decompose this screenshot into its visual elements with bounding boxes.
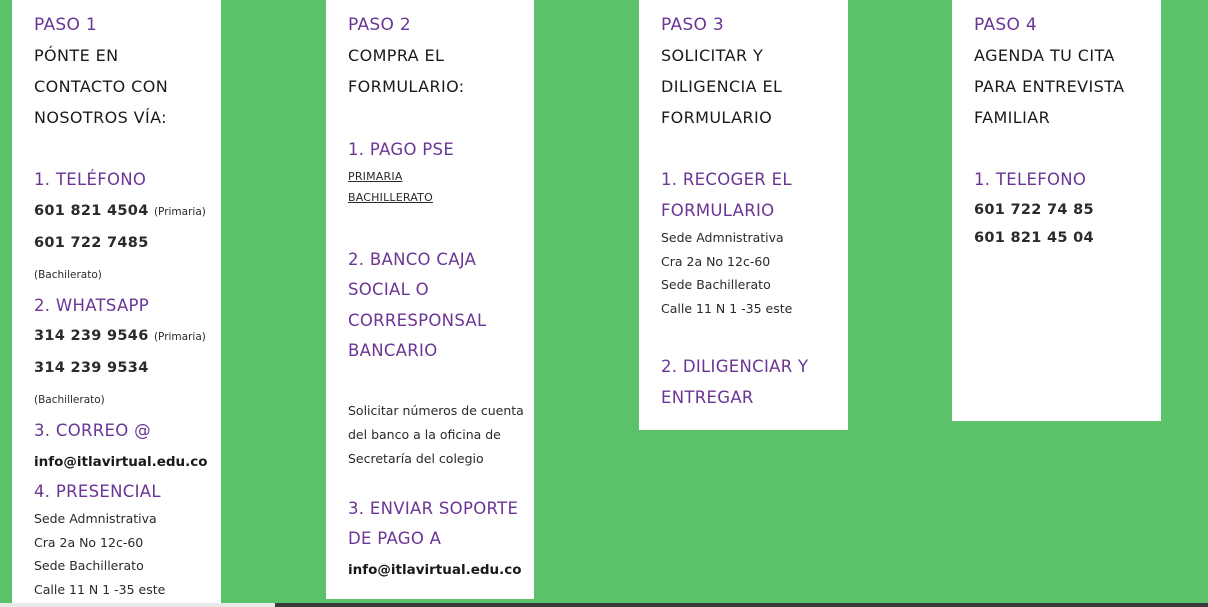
- paso-4-title: [974, 40, 1161, 133]
- banco-text-line: del banco a la oficina de: [348, 426, 501, 442]
- enviar-soporte-heading: [348, 494, 534, 555]
- enviar-heading-line: 3. ENVIAR SOPORTE: [348, 498, 519, 518]
- address-line: Sede Admnistrativa: [661, 230, 784, 245]
- paso-2-title-line: COMPRA EL: [348, 46, 445, 65]
- telefono-heading: 1. TELÉFONO: [34, 170, 147, 189]
- address-line: Calle 11 N 1 -35 este: [661, 300, 793, 316]
- paso-2-title: [348, 40, 534, 102]
- whatsapp-primaria[interactable]: 314 239 9546 (Primaria): [34, 328, 206, 344]
- address-line: Cra 2a No 12c-60: [661, 253, 771, 269]
- recoger-heading: [661, 165, 848, 226]
- phone-number[interactable]: 601 722 74 85: [974, 201, 1094, 218]
- correo-link[interactable]: info@itlavirtual.edu.co: [34, 453, 208, 470]
- phone-bachillerato[interactable]: 601 722 7485 (Bachilerato): [34, 234, 149, 281]
- paso-4-label: PASO 4: [974, 15, 1037, 35]
- paso-3-title-line: FORMULARIO: [661, 108, 773, 127]
- paso-3-label: PASO 3: [661, 15, 724, 35]
- presencial-heading: 4. PRESENCIAL: [34, 481, 161, 501]
- address-line: Sede Bachillerato: [34, 558, 144, 573]
- paso-3-title-line: SOLICITAR Y: [661, 46, 764, 65]
- paso-1-card: [12, 0, 221, 604]
- address-line: Sede Bachillerato: [661, 277, 771, 292]
- correo-link[interactable]: info@itlavirtual.edu.co: [348, 561, 522, 578]
- banco-heading-line: 2. BANCO CAJA: [348, 249, 477, 269]
- banco-heading-line: SOCIAL O: [348, 280, 429, 299]
- paso-2-label: PASO 2: [348, 15, 411, 35]
- primaria-link[interactable]: PRIMARIA: [348, 169, 403, 183]
- diligenciar-heading-line: 2. DILIGENCIAR Y: [661, 357, 809, 376]
- bachillerato-link[interactable]: BACHILLERATO: [348, 190, 433, 204]
- banco-text-line: Solicitar números de cuenta: [348, 402, 524, 418]
- paso-1-label: PASO 1: [34, 15, 97, 35]
- paso-4-title-line: FAMILIAR: [974, 108, 1051, 127]
- address-line: Sede Admnistrativa: [34, 511, 157, 526]
- paso-3-title: [661, 40, 848, 133]
- banco-heading: [348, 245, 534, 367]
- paso-1-title-line: CONTACTO CON: [34, 77, 169, 96]
- whatsapp-heading: 2. WHATSAPP: [34, 295, 150, 315]
- paso-1-title: [34, 40, 221, 133]
- pago-pse-heading: 1. PAGO PSE: [348, 140, 455, 159]
- correo-heading: 3. CORREO @: [34, 421, 151, 440]
- paso-2-card: [326, 0, 534, 599]
- paso-3-card: [639, 0, 848, 430]
- address-line: Cra 2a No 12c-60: [34, 534, 144, 550]
- banco-text: [348, 399, 534, 471]
- address-line: Calle 11 N 1 -35 este: [34, 581, 166, 597]
- diligenciar-heading-line: ENTREGAR: [661, 387, 754, 407]
- phone-number[interactable]: 601 821 45 04: [974, 229, 1094, 246]
- paso-4-card: [952, 0, 1161, 421]
- phone-primaria[interactable]: 601 821 4504 (Primaria): [34, 202, 206, 219]
- recoger-heading-line: FORMULARIO: [661, 200, 775, 220]
- paso-4-title-line: PARA ENTREVISTA: [974, 77, 1125, 96]
- bottom-strip-light: [0, 603, 275, 607]
- whatsapp-bachillerato[interactable]: 314 239 9534 (Bachillerato): [34, 360, 149, 406]
- bottom-strip: [0, 603, 1208, 607]
- paso-1-title-line: PÓNTE EN: [34, 46, 119, 65]
- enviar-heading-line: DE PAGO A: [348, 529, 442, 548]
- banco-heading-line: BANCARIO: [348, 341, 438, 360]
- paso-1-title-line: NOSOTROS VÍA:: [34, 108, 167, 127]
- paso-2-title-line: FORMULARIO:: [348, 77, 465, 96]
- paso-4-title-line: AGENDA TU CITA: [974, 46, 1115, 65]
- recoger-heading-line: 1. RECOGER EL: [661, 170, 792, 189]
- banco-heading-line: CORRESPONSAL: [348, 310, 487, 330]
- paso-3-title-line: DILIGENCIA EL: [661, 77, 783, 96]
- telefono-heading: 1. TELEFONO: [974, 170, 1087, 189]
- diligenciar-heading: [661, 352, 848, 413]
- banco-text-line: Secretaría del colegio: [348, 450, 484, 466]
